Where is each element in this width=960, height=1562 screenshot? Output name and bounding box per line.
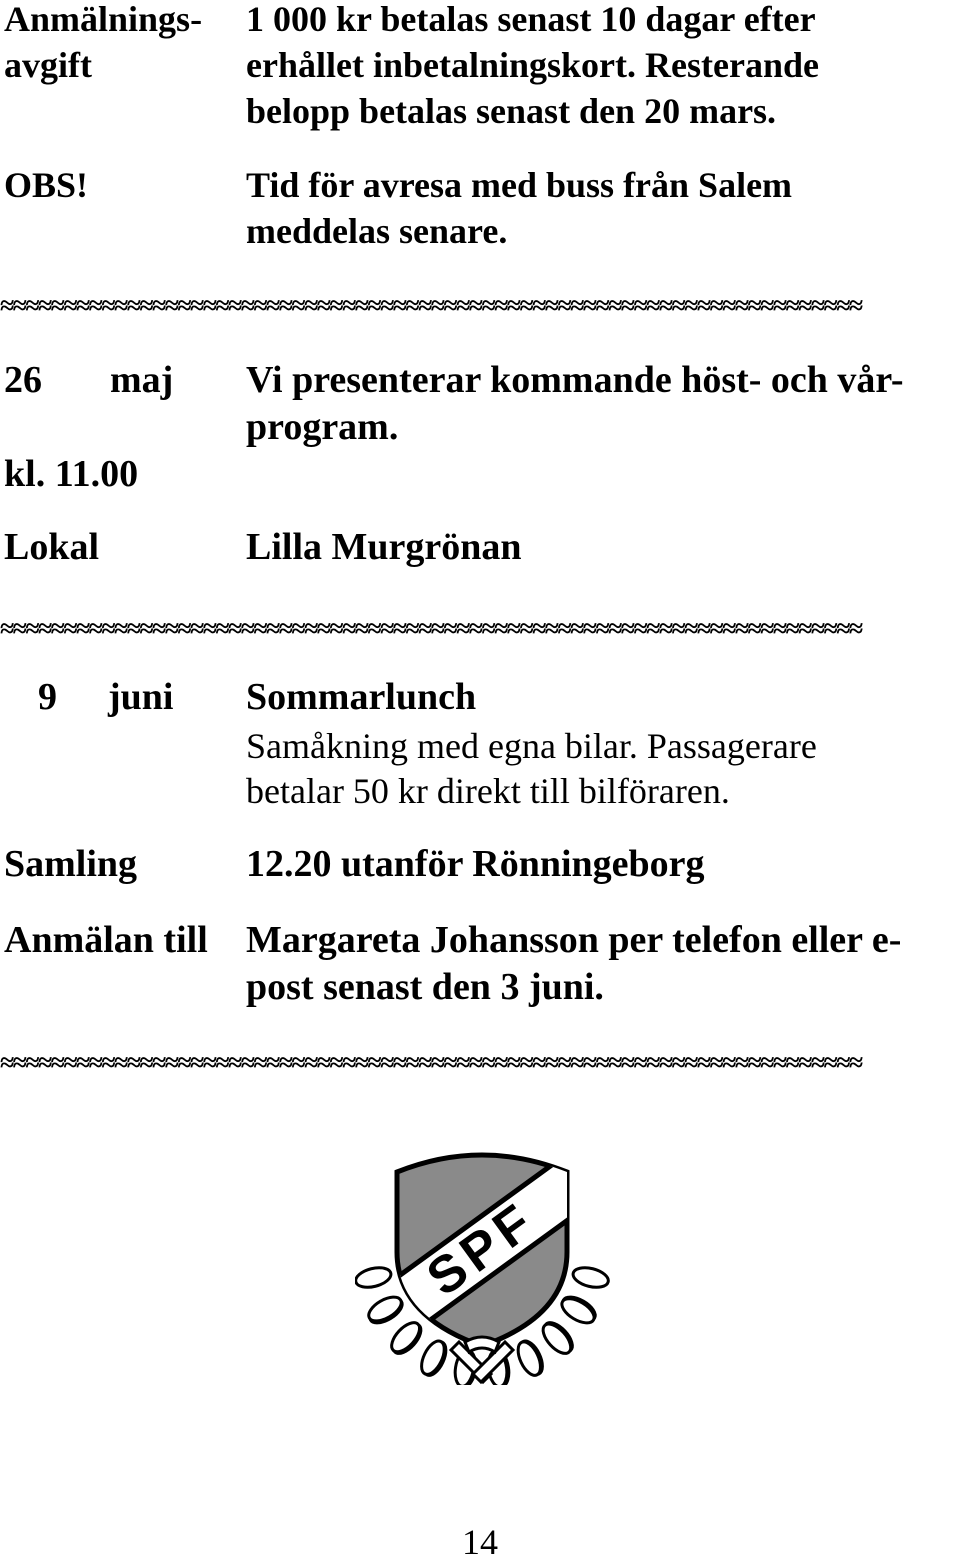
- fee-text-line1: 1 000 kr betalas senast 10 dagar efter: [246, 0, 816, 39]
- june-date-month: juni: [108, 676, 174, 718]
- june-signup-line2: post senast den 3 juni.: [246, 966, 604, 1008]
- june-signup-label: Anmälan till: [4, 919, 208, 961]
- june-meet-label: Samling: [4, 843, 138, 885]
- june-date-day: 9: [38, 676, 57, 718]
- separator-1: ≈≈≈≈≈≈≈≈≈≈≈≈≈≈≈≈≈≈≈≈≈≈≈≈≈≈≈≈≈≈≈≈≈≈≈≈≈≈≈≈≈≈≈≈≈≈≈≈≈≈≈≈≈≈≈≈≈≈≈≈≈≈≈≈≈≈≈≈: [0, 293, 862, 319]
- may-date-month: maj: [110, 359, 174, 401]
- laurel-leaf: [417, 1338, 449, 1378]
- laurel-leaf: [571, 1264, 610, 1290]
- fee-text-line2: erhållet inbetalningskort. Resterande: [246, 45, 819, 85]
- may-date-day: 26: [4, 359, 42, 401]
- fee-label-line2: avgift: [4, 45, 92, 85]
- may-venue-text: Lilla Murgrönan: [246, 526, 522, 568]
- may-title-line2: program.: [246, 406, 399, 448]
- logo-text: SPF: [416, 1190, 548, 1308]
- june-signup-line1: Margareta Johansson per telefon eller e-: [246, 919, 902, 961]
- spf-laurel-emblem-icon: [355, 1110, 610, 1385]
- june-desc-line2: betalar 50 kr direkt till bilföraren.: [246, 771, 730, 811]
- june-title: Sommarlunch: [246, 676, 477, 718]
- may-venue-label: Lokal: [4, 526, 100, 568]
- fee-text-line3: belopp betalas senast den 20 mars.: [246, 91, 777, 131]
- laurel-leaf: [514, 1338, 546, 1378]
- obs-text-line2: meddelas senare.: [246, 211, 508, 251]
- june-desc-line1: Samåkning med egna bilar. Passagerare: [246, 726, 817, 766]
- fee-label-line1: Anmälnings-: [4, 0, 203, 39]
- laurel-leaf: [355, 1264, 393, 1290]
- obs-text-line1: Tid för avresa med buss från Salem: [246, 165, 793, 205]
- page-number: 14: [462, 1522, 498, 1562]
- obs-label: OBS!: [4, 165, 89, 205]
- may-title-line1: Vi presenterar kommande höst- och vår-: [246, 359, 904, 401]
- separator-3: ≈≈≈≈≈≈≈≈≈≈≈≈≈≈≈≈≈≈≈≈≈≈≈≈≈≈≈≈≈≈≈≈≈≈≈≈≈≈≈≈≈≈≈≈≈≈≈≈≈≈≈≈≈≈≈≈≈≈≈≈≈≈≈≈≈≈≈≈: [0, 1050, 862, 1076]
- june-meet-text: 12.20 utanför Rönningeborg: [246, 843, 705, 885]
- may-time: kl. 11.00: [4, 453, 139, 495]
- separator-2: ≈≈≈≈≈≈≈≈≈≈≈≈≈≈≈≈≈≈≈≈≈≈≈≈≈≈≈≈≈≈≈≈≈≈≈≈≈≈≈≈≈≈≈≈≈≈≈≈≈≈≈≈≈≈≈≈≈≈≈≈≈≈≈≈≈≈≈≈: [0, 616, 862, 642]
